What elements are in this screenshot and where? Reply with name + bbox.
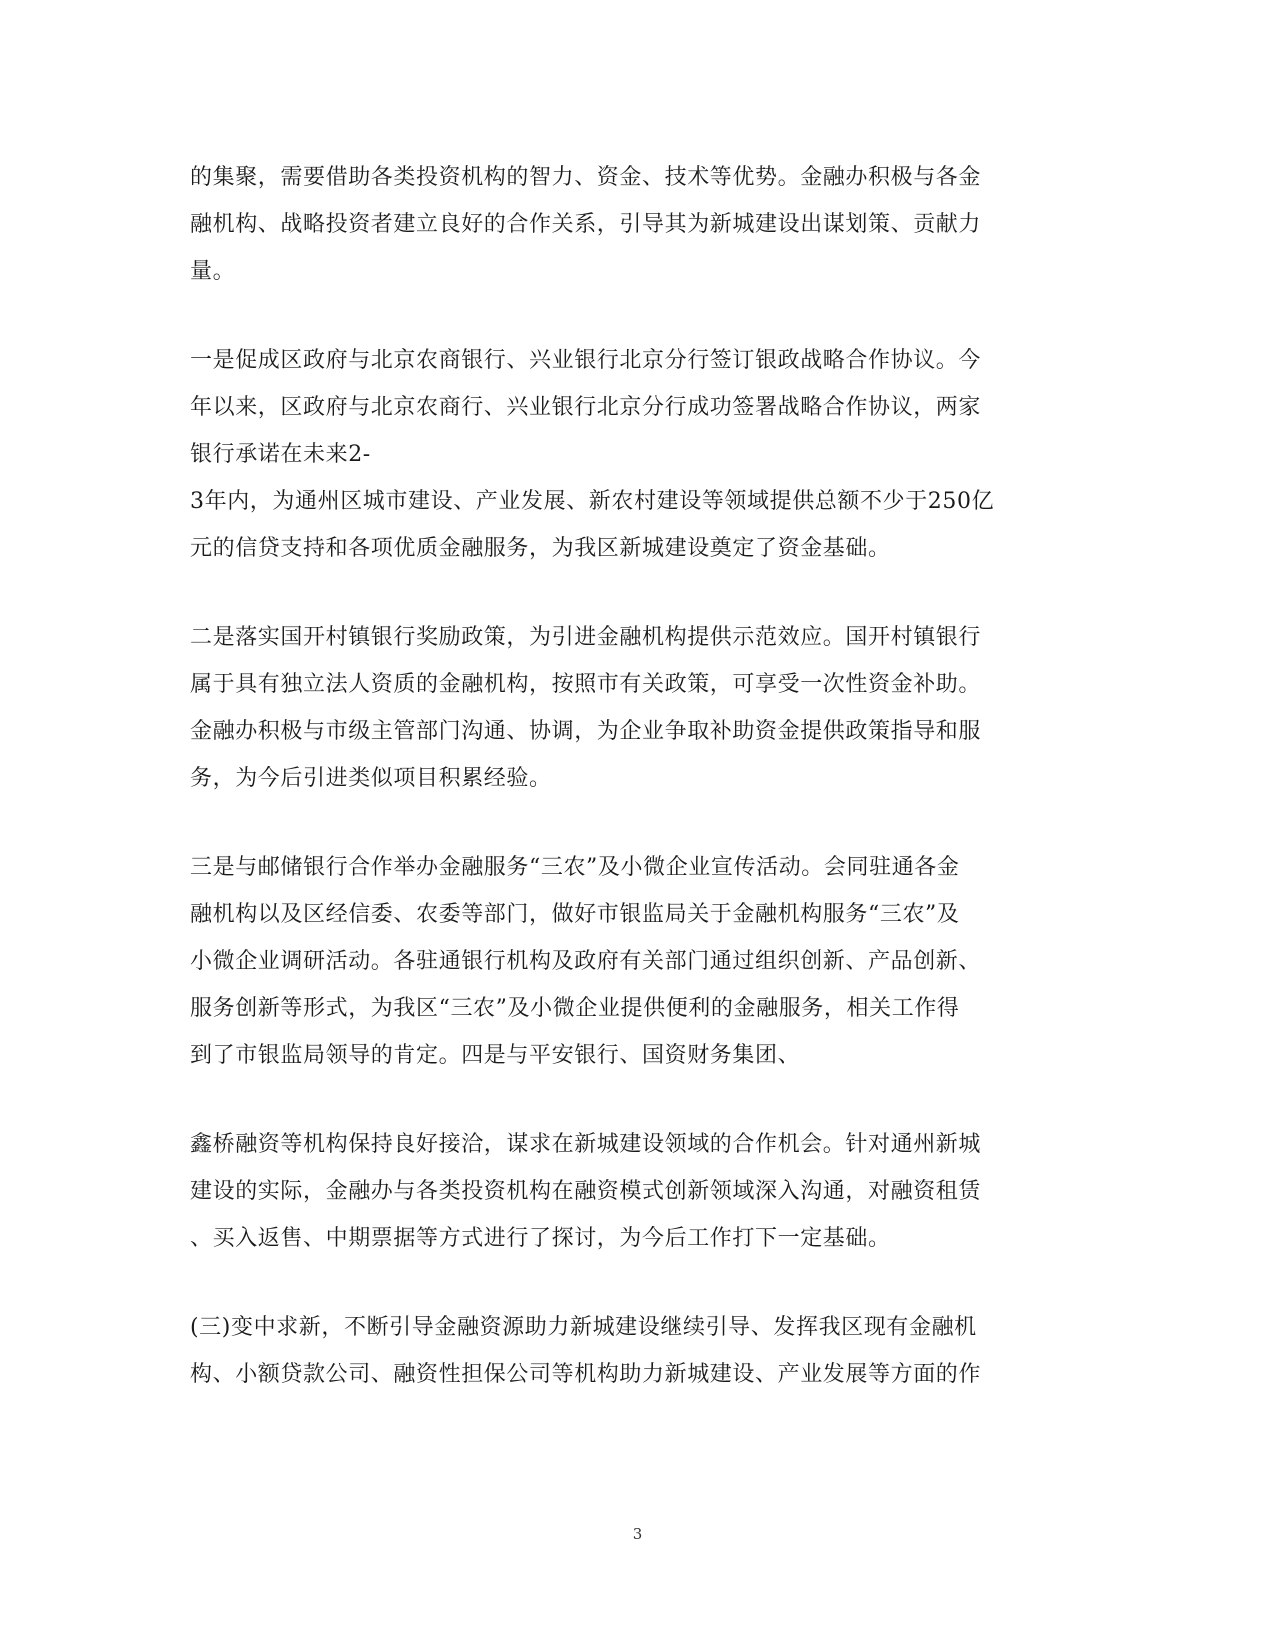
- text-line: 银行承诺在未来2-: [190, 442, 371, 467]
- text-line: 建设的实际，金融办与各类投资机构在融资模式创新领域深入沟通，对融资租赁: [190, 1179, 982, 1204]
- paragraph-point-three: [190, 844, 1080, 1079]
- text-line: 鑫桥融资等机构保持良好接洽，谋求在新城建设领域的合作机会。针对通州新城: [190, 1132, 982, 1157]
- text-line: 金融办积极与市级主管部门沟通、协调，为企业争取补助资金提供政策指导和服: [190, 719, 982, 744]
- paragraph-intro: [190, 154, 1080, 295]
- text-line: 年以来，区政府与北京农商行、兴业银行北京分行成功签署战略合作协议，两家: [190, 395, 982, 420]
- paragraph-point-one: [190, 337, 1080, 572]
- text-line: 元的信贷支持和各项优质金融服务，为我区新城建设奠定了资金基础。: [190, 536, 891, 561]
- text-line: 二是落实国开村镇银行奖励政策，为引进金融机构提供示范效应。国开村镇银行: [190, 625, 982, 650]
- text-line: 量。: [190, 259, 236, 284]
- text-line: 到了市银监局领导的肯定。四是与平安银行、国资财务集团、: [190, 1043, 801, 1068]
- text-line: (三)变中求新，不断引导金融资源助力新城建设继续引导、发挥我区现有金融机: [190, 1315, 977, 1340]
- text-line: 3年内，为通州区城市建设、产业发展、新农村建设等领域提供总额不少于250亿: [190, 489, 995, 514]
- text-line: 三是与邮储银行合作举办金融服务“三农”及小微企业宣传活动。会同驻通各金: [190, 855, 960, 880]
- text-line: 的集聚，需要借助各类投资机构的智力、资金、技术等优势。金融办积极与各金: [190, 165, 982, 190]
- page-number: 3: [632, 1525, 643, 1543]
- text-line: 小微企业调研活动。各驻通银行机构及政府有关部门通过组织创新、产品创新、: [190, 949, 982, 974]
- text-line: 融机构以及区经信委、农委等部门，做好市银监局关于金融机构服务“三农”及: [190, 902, 960, 927]
- paragraph-point-four-cont: [190, 1121, 1080, 1262]
- text-line: 、买入返售、中期票据等方式进行了探讨，为今后工作打下一定基础。: [190, 1226, 891, 1251]
- text-line: 融机构、战略投资者建立良好的合作关系，引导其为新城建设出谋划策、贡献力: [190, 212, 982, 237]
- paragraph-point-two: [190, 614, 1080, 802]
- text-line: 服务创新等形式，为我区“三农”及小微企业提供便利的金融服务，相关工作得: [190, 996, 960, 1021]
- text-line: 属于具有独立法人资质的金融机构，按照市有关政策，可享受一次性资金补助。: [190, 672, 982, 697]
- text-line: 一是促成区政府与北京农商银行、兴业银行北京分行签订银政战略合作协议。今: [190, 348, 982, 373]
- document-body: [190, 154, 1080, 1440]
- text-line: 构、小额贷款公司、融资性担保公司等机构助力新城建设、产业发展等方面的作: [190, 1362, 982, 1387]
- paragraph-section-three: [190, 1304, 1080, 1398]
- text-line: 务，为今后引进类似项目积累经验。: [190, 766, 552, 791]
